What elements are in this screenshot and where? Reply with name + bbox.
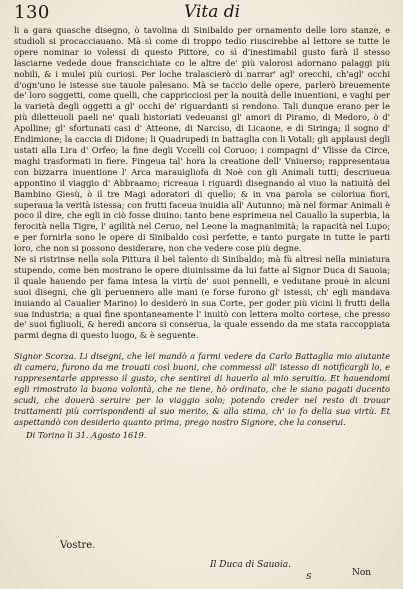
paragraph-spacer: [14, 341, 390, 351]
page-body: [14, 25, 390, 441]
running-title: Vita di: [184, 2, 241, 22]
duke-letter: Signor Scorza. Li disegni, che lei mandò a farmi vedere da Carlo Battaglia mio aiutante di camera, furono da me trouati così buoni, che commessi all' istesso di notificargli lo, e rappresentarle appresso il gusto, che sentirei di hauerlo al mio seruitio. Et hauendomi egli rimostrato la buona volontà, che ne tiene, hò ordinato, che le siano pagati ducento scudi, che douerà seruire per lo viaggio solo; potendo creder nel resto di trouar trattamenti più corrispondenti al suo merito, & alla stima, ch' io fo della sua virtù. Et aspettandò con desiderio quanto prima, prego nostro Signore, che la conserui.: [14, 351, 390, 427]
body-paragraph-2: Ne si ristrinse nella sola Pittura il bel talento di Sinibaldo; mà fù altresì nella miniatura stupendo, come ben mostrano le opere diuinissime da lui fatte al Signor Duca di Sauoia; il quale hauendo per fama intesa la virtù de' suoi pennelli, e vedutane prouè in alcuni suoi disegni, che gli peruennero alle mani (e forse furono gl' istessi, ch' egli mandava inuiando al Caualier Marino) lo desiderò in sua Corte, per goder più vicini li frutti della sua industria; a quai fine spontaneamente l' inuitò con lettera molto cortese, che presso de' suoi figliuoli, & heredi ancora si conserua, la quale essendo da me stata raccoppiata parmi degna di questo luogo, & è seguente.: [14, 254, 390, 341]
page-number: 130: [14, 2, 50, 23]
page-header: [14, 2, 393, 22]
printer-signature-mark: S: [306, 572, 312, 581]
letter-date: Di Torino li 31. Agosto 1619.: [26, 429, 147, 440]
catchword: Non: [352, 568, 372, 578]
body-paragraph-1: li a gara quasche disegno, ò tavolina di Sinibaldo per ornamento delle loro stanze, e studioli si procacciauano. Mà sì come di troppo tedio riuscirebbe al lettore se tutte le opere nominar io volessi di questo Pittore, co sì d'inestimabil gusto farà il stesso lasciarne vedede doue franscichiate co le altre de' più valorosi adornano palaggi più nobili, & i mulei più curiosi. Per loche tralascierò di narrar' agl' orecchi, ch'agl' occhi d'ogn'uno le istesse sue tauole palesano. Mà se taccio delle opere, parlerò breuemente de' loro soggetti, come quelli, che cappricciosi per la nouità delle inuentioni, e vaghi per la varietà degli oggetti a gl' occhi de' riguardanti si rendono. Tali dunque erano per le più diletteuoli paeli ne' quali historiati vedeuansi gl' amori di Piramo, di Medoro, ò d' Apolline; gl' sfortunati casi d' Atteone, di Narciso, di Licaone, e di Siringa; il sogno d' Endimione; la caccia di Didone; li Quadrupedi in battaglia con li Votali; gli applausi degli ustati alla Lira d' Orfeo; la fine degli Vccelli col Coruoo; i compagni d' Vlisse da Circe, maghi trasformati in fiere. Fingeua tal' hora la creatione dell' Vniuerso; rappresentaua con bizzarra inuentione l' Arca marauigliofa di Noè con gli Animali tutti; descriueua appontino il viaggio d' Abbraamo; ricreaua i riguardi disegnando al viuo la natiuità del Bambino Giesù, ò il tre Magi adoratori di quello; & in vna parola se coloriua fiori, superaua la verità istessa; con frutti faceua inuidia all' Autunno; mà nel formar Animali è poco il dire, che egli in ciò fosse diuino: tanto bene esprimeua nel Cauallo la superbia, la ferocità nella Tigre, l' agilità nel Ceruo, nel Leone la magnanimità; la rapacità nel Lupo; e per fornirla sono le opere di Sinibaldo così perfette, e tanto purgate in tutte le parti loro, che non si possono desiderare, non che vedere cose più degne.: [14, 25, 390, 254]
letter-signature: Il Duca di Sauoia.: [210, 560, 291, 570]
letter-salutation: Vostre.: [60, 540, 96, 551]
